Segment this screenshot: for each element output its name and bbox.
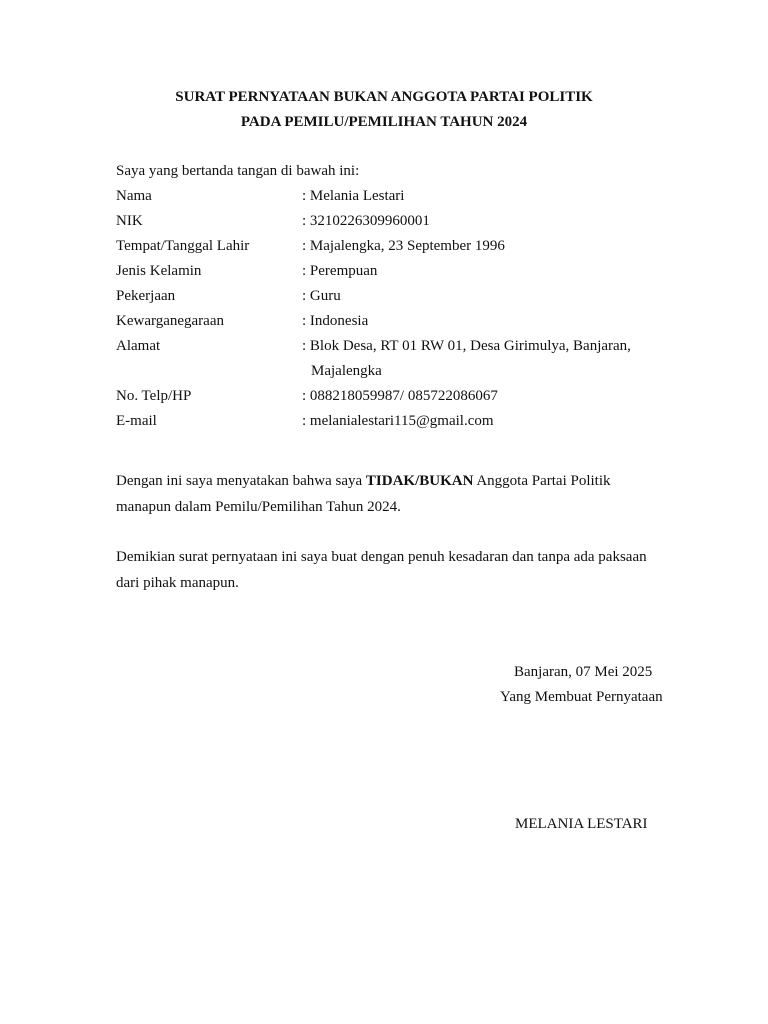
field-row-nama: [116, 186, 676, 211]
field-value: : Majalengka, 23 September 1996: [302, 238, 505, 254]
field-label: Pekerjaan: [116, 288, 176, 304]
field-value: : Indonesia: [302, 313, 369, 329]
field-value: : Blok Desa, RT 01 RW 01, Desa Girimulya, Banjaran,: [302, 338, 631, 354]
document-title-line1: SURAT PERNYATAAN BUKAN ANGGOTA PARTAI POLITIK: [175, 89, 593, 105]
field-value-continuation: Majalengka: [311, 363, 382, 379]
field-row-jenis-kelamin: [116, 261, 676, 286]
statement-text-before: Dengan ini saya menyatakan bahwa saya: [116, 473, 366, 489]
document-title-line2: PADA PEMILU/PEMILIHAN TAHUN 2024: [240, 114, 528, 130]
field-value: : 3210226309960001: [302, 213, 430, 229]
field-label: Nama: [116, 188, 152, 204]
field-value-multiline: [302, 334, 662, 384]
field-row-alamat: [116, 336, 676, 386]
field-label: Jenis Kelamin: [116, 263, 202, 279]
intro-text: Saya yang bertanda tangan di bawah ini:: [116, 163, 360, 179]
field-row-telp: [116, 386, 676, 411]
field-row-pekerjaan: [116, 286, 676, 311]
identity-fields: [116, 186, 676, 436]
field-value: : melanialestari115@gmail.com: [302, 413, 494, 429]
field-label: Kewarganegaraan: [116, 313, 224, 329]
field-label: Alamat: [116, 338, 161, 354]
field-row-email: [116, 411, 676, 436]
field-value: : Perempuan: [302, 263, 378, 279]
statement-emphasis: TIDAK/BUKAN: [365, 473, 474, 489]
field-label: Tempat/Tanggal Lahir: [116, 238, 250, 254]
maker-label: Yang Membuat Pernyataan: [500, 689, 663, 705]
field-label: E-mail: [116, 413, 157, 429]
field-row-tempat-tanggal-lahir: [116, 236, 676, 261]
field-value: : Guru: [302, 288, 341, 304]
signer-name: MELANIA LESTARI: [515, 816, 648, 832]
statement-text-after: Anggota Partai Politik manapun dalam Pemilu/Pemilihan Tahun 2024.: [116, 473, 611, 515]
field-value: : Melania Lestari: [302, 188, 405, 204]
field-row-nik: [116, 211, 676, 236]
field-row-kewarganegaraan: [116, 311, 676, 336]
field-label: NIK: [116, 213, 143, 229]
field-label: No. Telp/HP: [116, 388, 192, 404]
place-date: Banjaran, 07 Mei 2025: [514, 664, 653, 680]
statement-paragraph: [116, 468, 656, 520]
closing-paragraph: Demikian surat pernyataan ini saya buat dengan penuh kesadaran dan tanpa ada paksaan dari pihak manapun.: [116, 549, 647, 591]
field-value: : 088218059987/ 085722086067: [302, 388, 498, 404]
